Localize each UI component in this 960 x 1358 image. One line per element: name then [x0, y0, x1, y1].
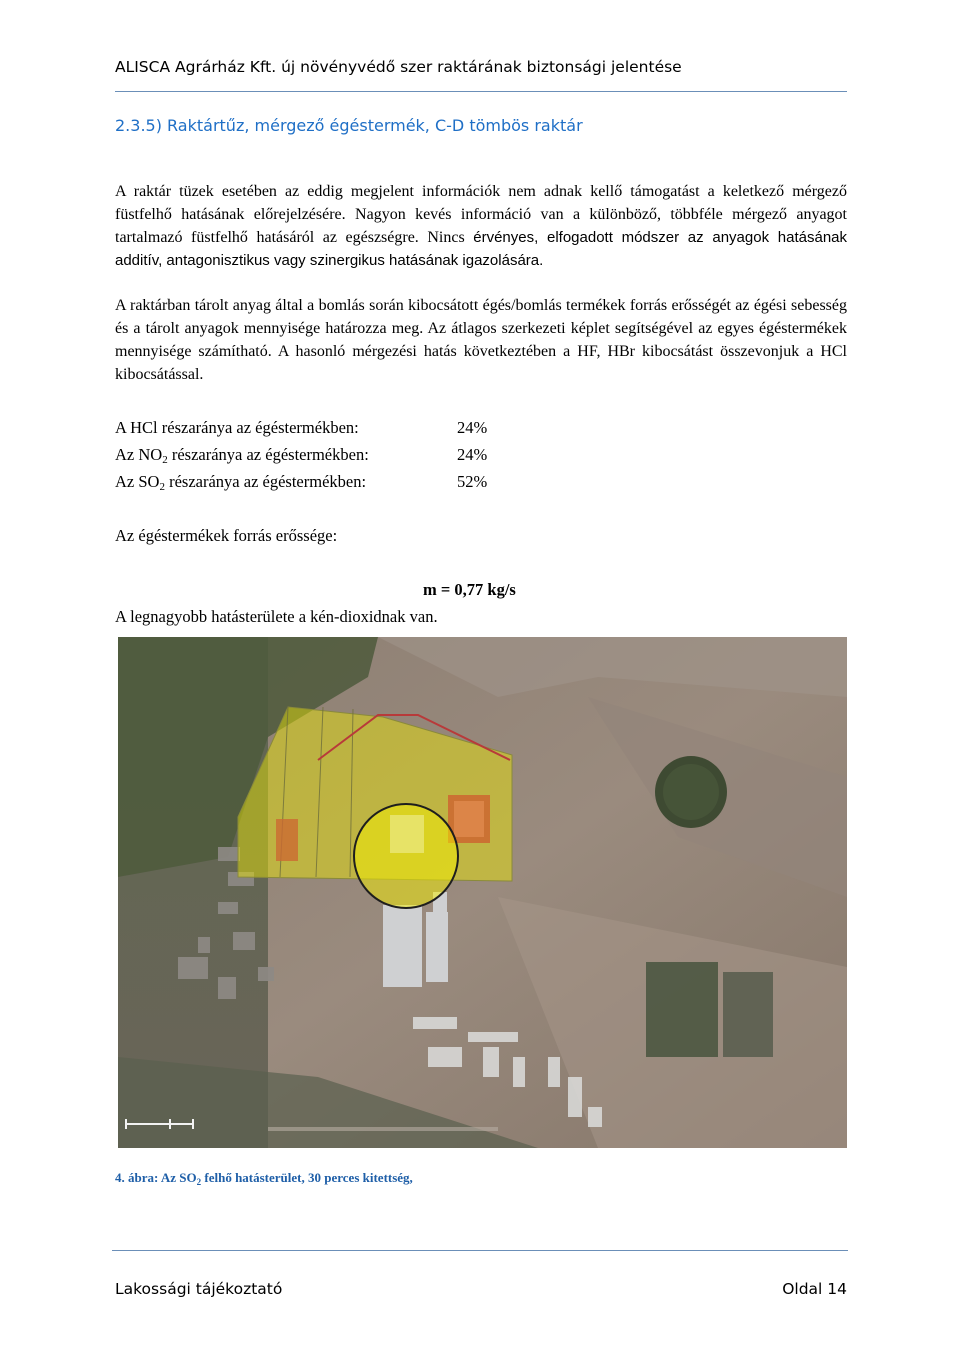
no2-share-row: [115, 445, 487, 466]
no2-share-value: 24%: [457, 445, 488, 464]
header-divider: [115, 91, 847, 92]
paragraph-1: [115, 180, 847, 272]
section-heading: 2.3.5) Raktártűz, mérgező égéstermék, C-D tömbös raktár: [115, 116, 583, 135]
so2-share-value: 52%: [457, 472, 488, 491]
aerial-impact-map: [118, 637, 847, 1148]
largest-impact-note: A legnagyobb hatásterülete a kén-dioxidnak van.: [115, 607, 438, 626]
so2-share-label: Az $SO_2$ részaránya az égéstermékben:: [115, 472, 367, 493]
document-header-title: ALISCA Agrárház Kft. új növényvédő szer raktárának biztonsági jelentése: [115, 58, 682, 76]
paragraph-1-sans-text: érvényes, elfogadott módszer az anyagok hatásának additív, antagonisztikus vagy szinergikus hatásának igazolására.: [115, 229, 847, 269]
hcl-share-value: 24%: [457, 418, 488, 437]
so2-share-row: [115, 472, 487, 493]
footer-page-number: Oldal 14: [782, 1280, 847, 1298]
footer-divider: [112, 1250, 848, 1251]
figure-caption: 4. ábra: Az $SO_2$ felhő hatásterület, 30 perces kitettség,: [115, 1170, 413, 1187]
hcl-share-row: [115, 418, 487, 438]
paragraph-2: A raktárban tárolt anyag által a bomlás során kibocsátott égés/bomlás termékek forrás erősségét az égési sebesség és a tárolt anyagok mennyisége határozza meg. Az átlagos szerkezeti képlet segítségével az egyes égéstermékek mennyisége számítható. A hasonló mérgezési hatás következtében a HF, HBr kibocsátást összevonjuk a HCl kibocsátással.: [115, 297, 847, 383]
paragraph-1-serif-text: A raktár tüzek esetében az eddig megjelent információk nem adnak kellő támogatást a keletkező mérgező füstfelhő hatásának előrejelzésére. Nagyon kevés információ van a különböző, többféle mérgező anyagot tartalmazó füstfelhő hatásáról az egészségre. Nincs: [115, 183, 847, 246]
no2-share-label: Az $NO_2$ részaránya az égéstermékben:: [115, 445, 369, 466]
source-strength-label: Az égéstermékek forrás erőssége:: [115, 526, 338, 545]
source-strength-value: m = 0,77 kg/s: [423, 580, 516, 599]
footer-document-type: Lakossági tájékoztató: [115, 1280, 283, 1298]
hcl-share-label: A HCl részaránya az égéstermékben:: [115, 418, 359, 437]
